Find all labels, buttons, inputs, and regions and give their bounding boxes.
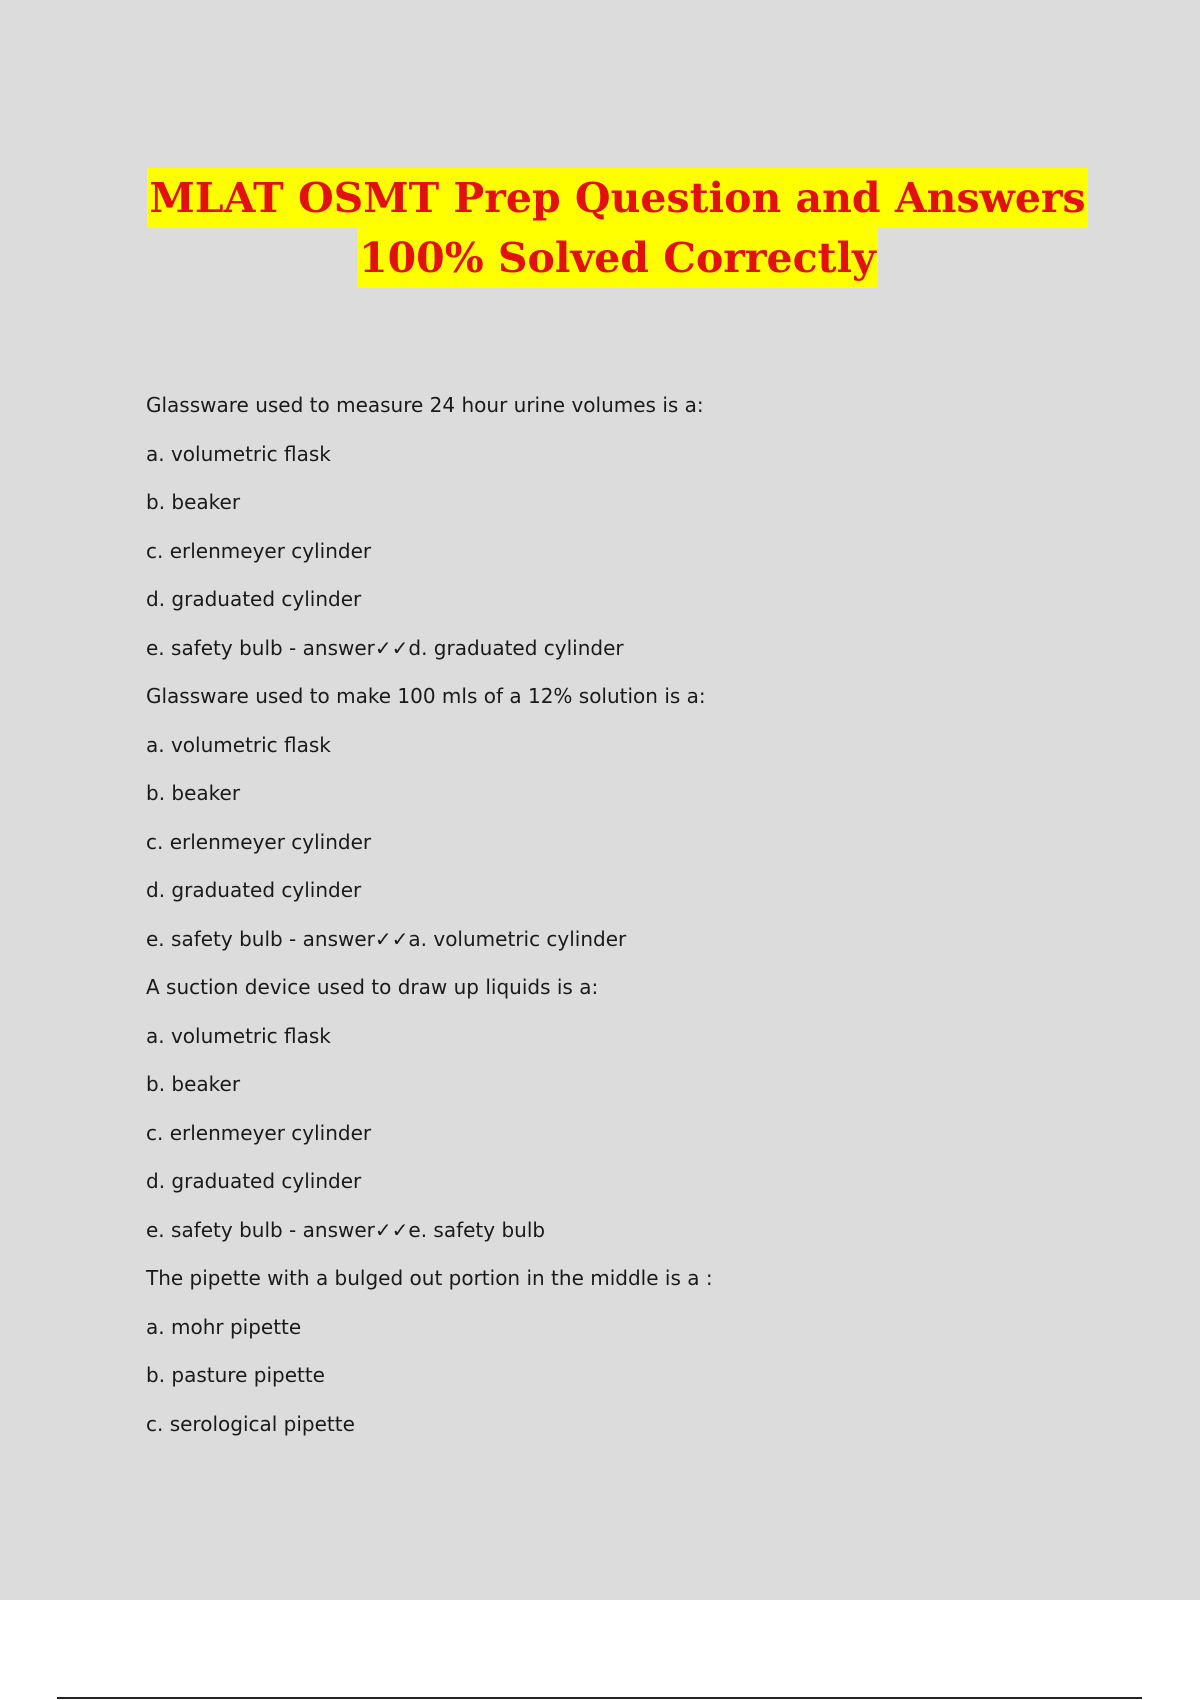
text-line: e. safety bulb - answer✓✓a. volumetric cylinder <box>146 926 627 951</box>
footer-divider <box>57 1697 1142 1699</box>
question-answer-list <box>146 390 1046 1457</box>
text-line: A suction device used to draw up liquids is a: <box>146 975 599 999</box>
text-line: Glassware used to measure 24 hour urine volumes is a: <box>146 393 704 417</box>
document-title <box>0 168 1200 288</box>
text-line: a. volumetric flask <box>146 441 331 466</box>
text-line: e. safety bulb - answer✓✓e. safety bulb <box>146 1217 546 1242</box>
text-line: c. erlenmeyer cylinder <box>146 1120 372 1145</box>
text-line: d. graduated cylinder <box>146 1169 362 1193</box>
text-line: d. graduated cylinder <box>146 878 362 902</box>
text-line: b. beaker <box>146 1072 241 1096</box>
text-line: b. beaker <box>146 781 241 805</box>
text-line: The pipette with a bulged out portion in the middle is a : <box>146 1266 713 1290</box>
text-line: a. mohr pipette <box>146 1314 302 1339</box>
text-line: d. graduated cylinder <box>146 587 362 611</box>
title-line-1: MLAT OSMT Prep Question and Answers <box>147 168 1087 228</box>
text-line: e. safety bulb - answer✓✓d. graduated cylinder <box>146 635 624 660</box>
title-line-2: 100% Solved Correctly <box>357 228 878 288</box>
text-line: Glassware used to make 100 mls of a 12% solution is a: <box>146 684 706 708</box>
text-line: b. pasture pipette <box>146 1363 325 1387</box>
text-line: b. beaker <box>146 490 241 514</box>
text-line: c. erlenmeyer cylinder <box>146 829 372 854</box>
text-line: c. serological pipette <box>146 1411 355 1436</box>
text-line: c. erlenmeyer cylinder <box>146 538 372 563</box>
text-line: a. volumetric flask <box>146 732 331 757</box>
text-line: a. volumetric flask <box>146 1023 331 1048</box>
